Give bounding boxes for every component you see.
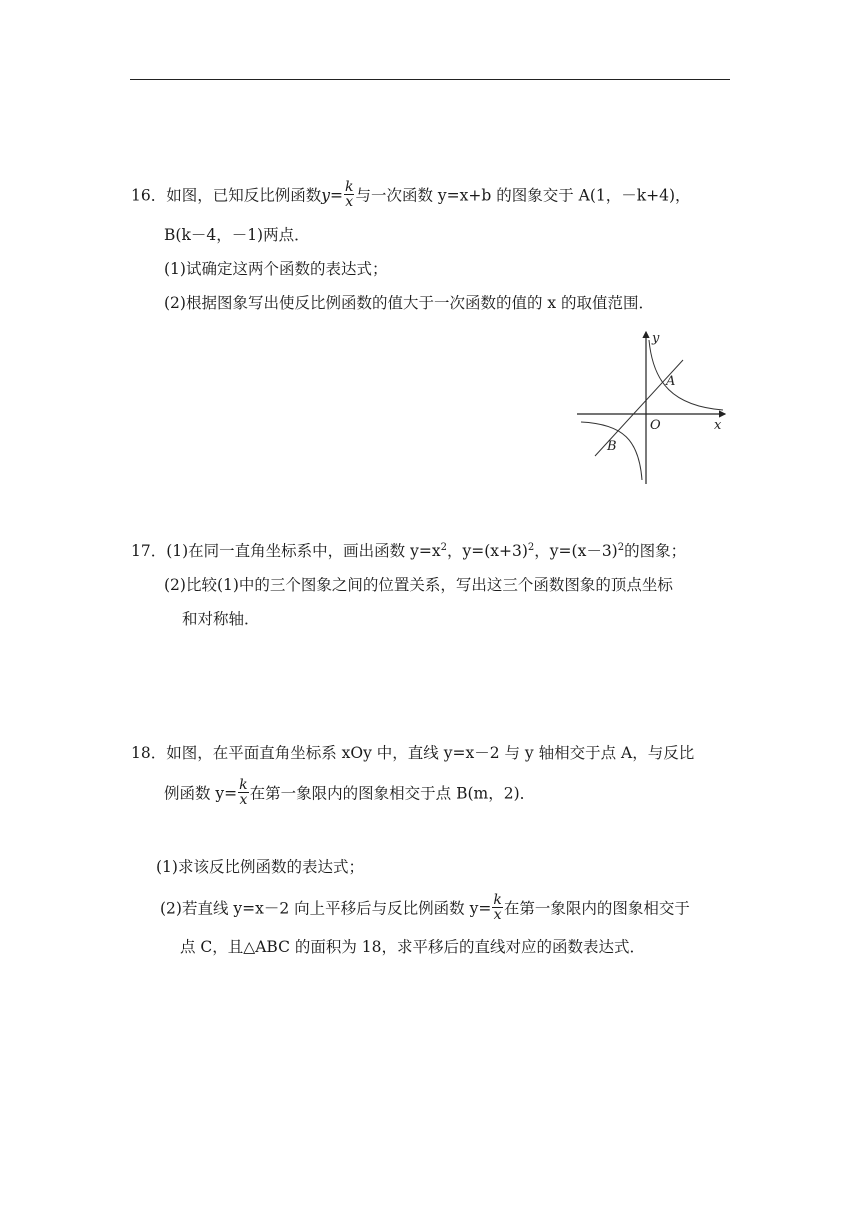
q18-line-1: 18．如图，在平面直角坐标系 xOy 中，直线 y=x－2 与 y 轴相交于点 A，与反比 [131,744,695,762]
fraction-k-over-x: $\frac{k}{x}$ [493,892,502,923]
label-x: x [714,418,722,433]
fraction-k-over-x: $\frac{k}{x}$ [239,777,248,808]
q18-part-2-line-1: (2)若直线 y=x－2 向上平移后与反比例函数 y= $\frac{k}{x}$ 在第一象限内的图象相交于 [160,892,690,923]
fraction-k-over-x: $\frac{k}{x}$ [344,179,354,210]
q16-line-1: 16．如图，已知反比例函数y= $\frac{k}{x}$ 与一次函数 y=x+b 的图象交于 A(1，－k+4)， [131,179,691,210]
header-rule [130,79,730,80]
q16-figure [575,328,735,488]
label-origin: O [650,418,661,433]
q16-part-2: (2)根据图象写出使反比例函数的值大于一次函数的值的 x 的取值范围． [164,294,655,312]
q16-part-1: (1)试确定这两个函数的表达式； [164,260,388,278]
label-y: y [652,331,660,346]
q16-line-2: B(k－4，－1)两点． [164,226,310,244]
graph-svg [575,328,735,488]
q17-line-1: 17．(1)在同一直角坐标系中，画出函数 $y=x^2$，$y=(x+3)^2$，$y=(x-3)^2$的图象； [131,541,687,560]
label-point-a: A [666,374,676,389]
q17-line-3: 和对称轴． [182,610,260,628]
q18-part-1: (1)求该反比例函数的表达式； [156,858,364,876]
hyperbola-branch-q1 [649,340,723,410]
q18-line-2: 例函数 y= $\frac{k}{x}$ 在第一象限内的图象相交于点 B(m，2)． [164,777,536,808]
q17-line-2: (2)比较(1)中的三个图象之间的位置关系，写出这三个函数图象的顶点坐标 [164,576,673,594]
q18-part-2-line-2: 点 C，且△ABC 的面积为 18，求平移后的直线对应的函数表达式． [180,938,646,956]
label-point-b: B [607,439,617,454]
